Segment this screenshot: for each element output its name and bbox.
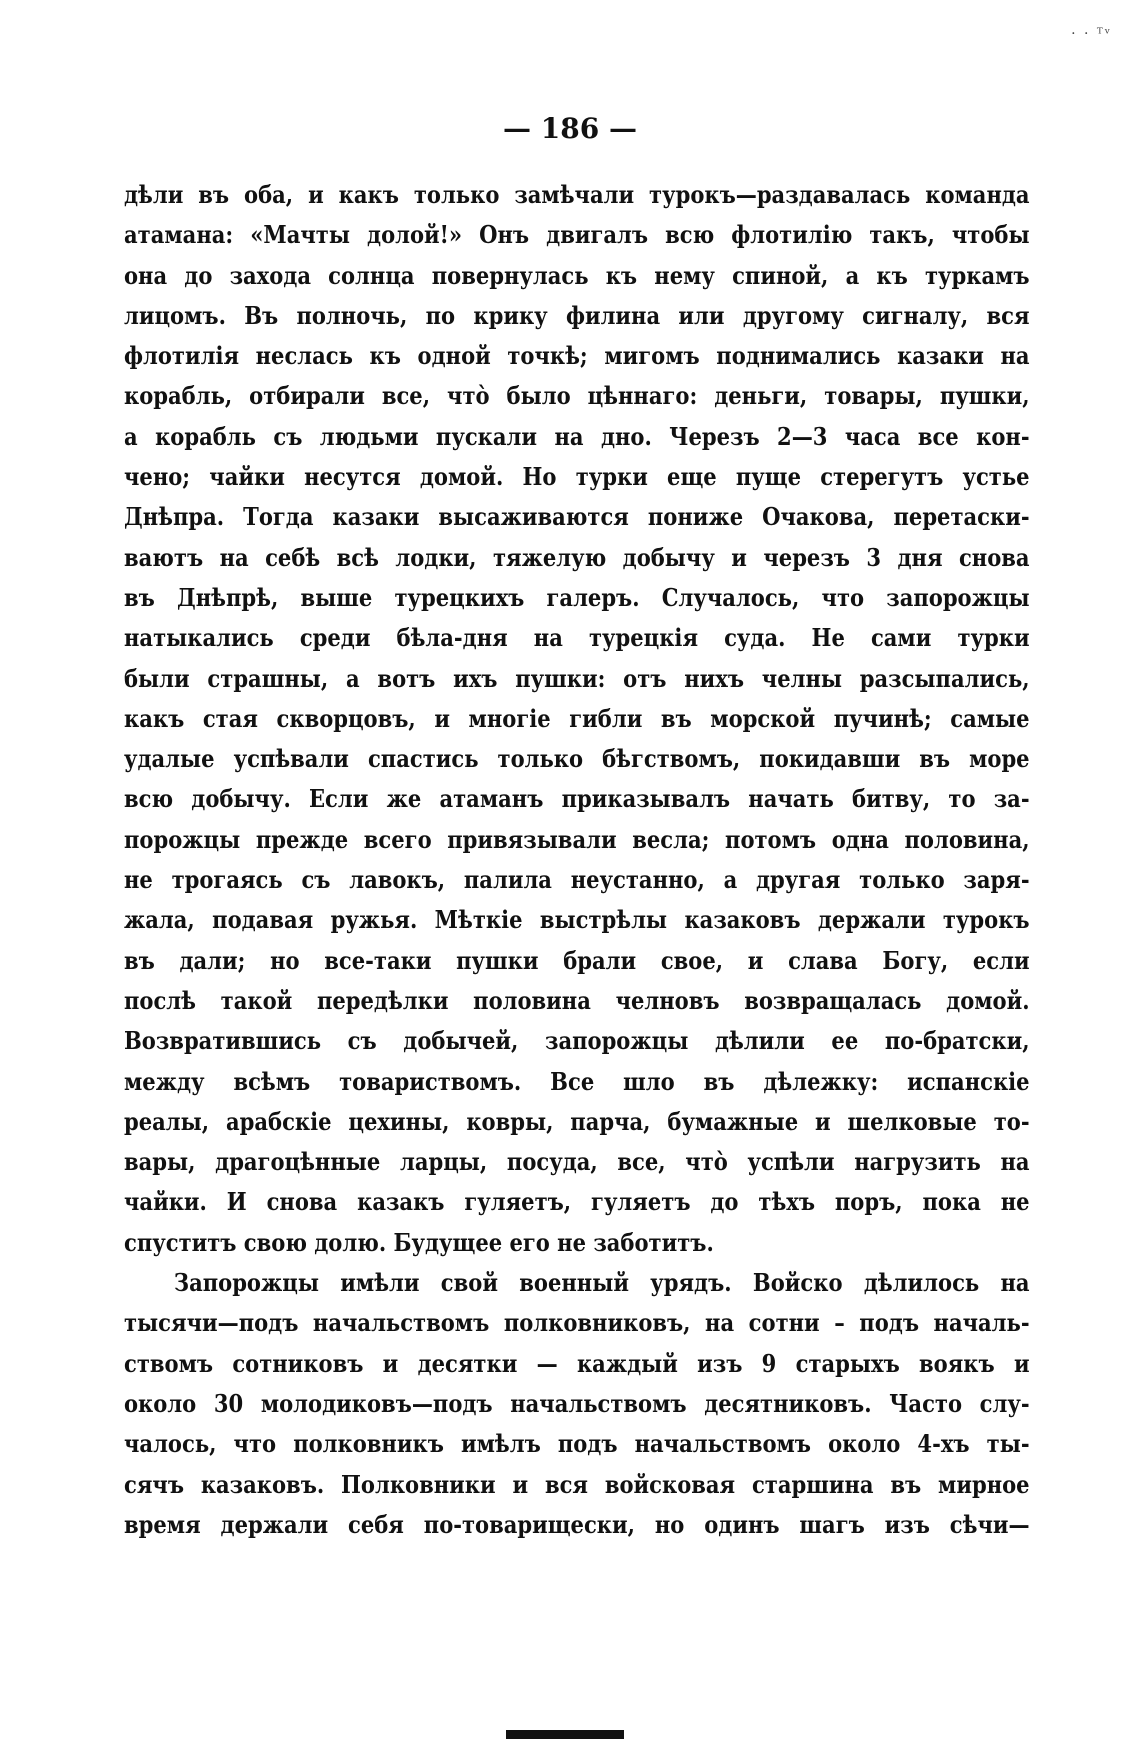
text-line: атамана: «Мачты долой!» Онъ двигалъ всю флотилію такъ, чтобы [124,220,1030,250]
corner-mark: · · ᵀᵛ [1071,26,1112,42]
text-line: корабль, отбирали все, что̀ было цѣннаго: деньги, товары, пушки, [124,381,1030,411]
text-line: а корабль съ людьми пускали на дно. Черезъ 2—3 часа все кон- [124,421,1030,451]
text-line: всю добычу. Если же атаманъ приказывалъ начать битву, то за- [124,784,1030,814]
text-line: Днѣпра. Тогда казаки высаживаются пониже Очакова, перетаски- [124,502,1030,532]
paragraph-last-line: спуститъ свою долю. Будущее его не заботитъ. [124,1227,714,1257]
bottom-rule [506,1730,624,1739]
text-line: не трогаясь съ лавокъ, палила неустанно, а другая только заря- [124,865,1030,895]
body-text [124,175,1030,1545]
text-line: флотилія неслась къ одной точкѣ; мигомъ поднимались казаки на [124,341,1030,371]
text-line: реалы, арабскіе цехины, ковры, парча, бумажные и шелковые то- [124,1106,1030,1136]
text-line: чалось, что полковникъ имѣлъ подъ начальствомъ около 4-хъ ты- [124,1429,1030,1459]
text-line: удалые успѣвали спастись только бѣгствомъ, покидавши въ море [124,744,1030,774]
text-line: около 30 молодиковъ—подъ начальствомъ десятниковъ. Часто слу- [124,1388,1030,1418]
text-line: Возвратившись съ добычей, запорожцы дѣлили ее по-братски, [124,1026,1030,1056]
text-line: натыкались среди бѣла-дня на турецкія суда. Не сами турки [124,623,1030,653]
page-number: — 186 — [503,112,637,145]
text-line: тысячи—подъ начальствомъ полковниковъ, на сотни – подъ началь- [124,1308,1030,1338]
text-line: вары, драгоцѣнные ларцы, посуда, все, что̀ успѣли нагрузить на [124,1147,1030,1177]
text-line: жала, подавая ружья. Мѣткіе выстрѣлы казаковъ держали турокъ [124,905,1030,935]
text-line: между всѣмъ товариствомъ. Все шло въ дѣлежку: испанскіе [124,1066,1030,1096]
text-line: чайки. И снова казакъ гуляетъ, гуляетъ до тѣхъ поръ, пока не [124,1187,1030,1217]
text-line: ваютъ на себѣ всѣ лодки, тяжелую добычу и черезъ 3 дня снова [124,542,1030,572]
text-line: сячъ казаковъ. Полковники и вся войсковая старшина въ мирное [124,1469,1030,1499]
text-line: послѣ такой передѣлки половина челновъ возвращалась домой. [124,985,1030,1015]
text-line: въ Днѣпрѣ, выше турецкихъ галеръ. Случалось, что запорожцы [124,582,1030,612]
text-line: въ дали; но все-таки пушки брали свое, и слава Богу, если [124,945,1030,975]
text-line: дѣли въ оба, и какъ только замѣчали турокъ—раздавалась команда [124,180,1030,209]
text-line: были страшны, а вотъ ихъ пушки: отъ нихъ челны разсыпались, [124,663,1030,693]
text-line: ствомъ сотниковъ и десятки — каждый изъ 9 старыхъ воякъ и [124,1348,1030,1378]
text-line: время держали себя по-товарищески, но одинъ шагъ изъ сѣчи— [124,1509,1030,1539]
text-line: порожцы прежде всего привязывали весла; потомъ одна половина, [124,824,1030,854]
paragraph-first-line: Запорожцы имѣли свой военный урядъ. Войско дѣлилось на [173,1268,1030,1298]
text-line: чено; чайки несутся домой. Но турки еще пуще стерегутъ устье [124,462,1030,492]
text-line: она до захода солнца повернулась къ нему спиной, а къ туркамъ [124,260,1030,290]
text-line: лицомъ. Въ полночь, по крику филина или другому сигналу, вся [124,300,1030,330]
text-line: какъ стая скворцовъ, и многіе гибли въ морской пучинѣ; самые [124,703,1030,733]
